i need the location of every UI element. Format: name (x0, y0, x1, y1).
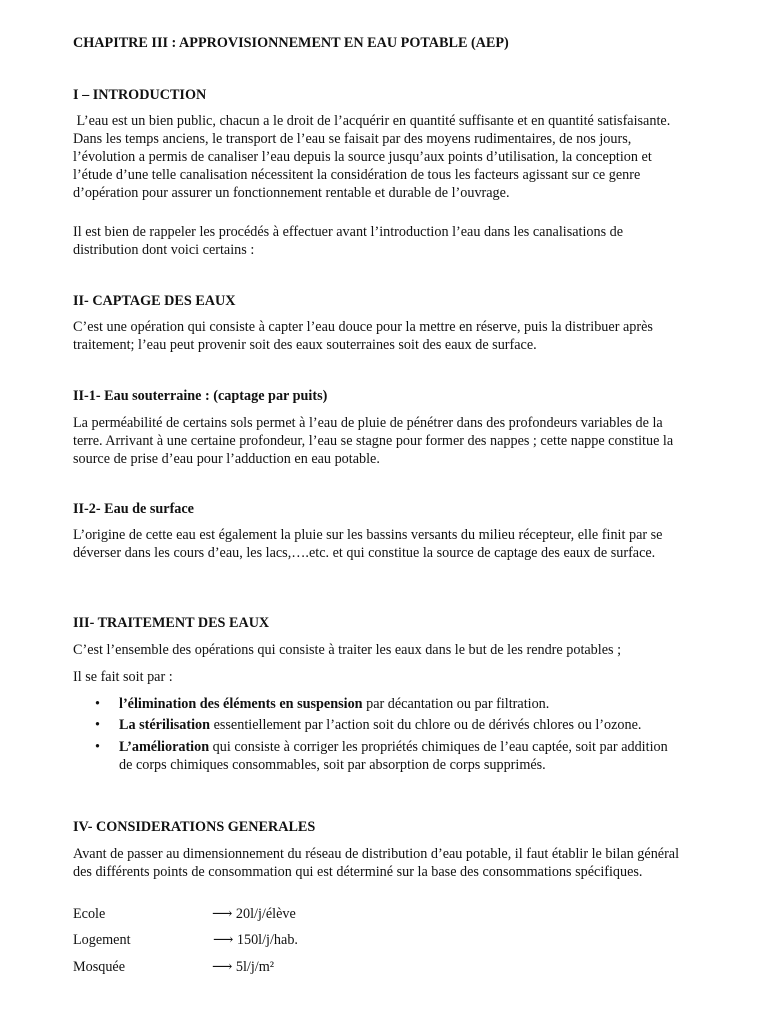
row-label: Ecole (73, 906, 106, 922)
traitement-paragraph: C’est l’ensemble des opérations qui consiste à traiter les eaux dans le but de les rendre potables ; (73, 642, 622, 658)
considerations-paragraph: Avant de passer au dimensionnement du réseau de distribution d’eau potable, il faut établir le bilan général des différents points de consommation qui est déterminé sur la base des consommations spécifiques. (73, 846, 680, 880)
treatment-bullet-list (73, 695, 683, 774)
heading-eau-surface: II-2- Eau de surface (73, 501, 194, 517)
bullet-term: L’amélioration (119, 739, 210, 755)
heading-eau-souterraine: II-1- Eau souterraine : (captage par puits) (73, 388, 328, 404)
heading-introduction: I – INTRODUCTION (73, 87, 207, 103)
row-value: ⟶ 20l/j/élève (212, 906, 296, 922)
bullet-text: essentiellement par l’action soit du chlore ou de dérivés chlores ou l’ozone. (210, 717, 642, 733)
chapter-title: CHAPITRE III : APPROVISIONNEMENT EN EAU POTABLE (AEP) (73, 35, 509, 51)
list-item (73, 716, 683, 734)
traitement-intro-line: Il se fait soit par : (73, 669, 173, 685)
heading-considerations: IV- CONSIDERATIONS GENERALES (73, 819, 316, 835)
row-label: Mosquée (73, 959, 126, 975)
intro-paragraph-1: L’eau est un bien public, chacun a le droit de l’acquérir en quantité suffisante et en quantité satisfaisante. Dans les temps anciens, le transport de l’eau se faisait par des moyens rudimentaires, de nos jours, l’évolution a permis de canaliser l’eau depuis la source jusqu’aux points d’utilisation, la conception et l’étude d’une telle canalisation nécessitent la considération de tous les facteurs agissant sur ce genre d’opération pour assurer un fonctionnement rentable et durable de l’ouvrage. (73, 113, 674, 201)
row-label: Logement (73, 932, 131, 948)
intro-paragraph-2: Il est bien de rappeler les procédés à effectuer avant l’introduction l’eau dans les canalisations de distribution dont voici certains : (73, 224, 624, 258)
list-item (73, 695, 683, 713)
eau-surface-paragraph: L’origine de cette eau est également la pluie sur les bassins versants du milieu récepteur, elle finit par se déverser dans les cours d’eau, les lacs,….etc. et qui constitue la source de captage des eaux de surface. (73, 527, 663, 561)
heading-captage: II- CAPTAGE DES EAUX (73, 293, 236, 309)
eau-souterraine-paragraph: La perméabilité de certains sols permet à l’eau de pluie de pénétrer dans des profondeurs variables de la terre. Arrivant à une certaine profondeur, l’eau se stagne pour former des nappes ; cette nappe constitue la source de prise d’eau pour l’adduction en eau potable. (73, 415, 674, 467)
bullet-text: qui consiste à corriger les propriétés chimiques de l’eau captée, soit par addition de corps chimiques consommables, soit par absorption de corps supprimés. (119, 739, 668, 773)
captage-paragraph: C’est une opération qui consiste à capter l’eau douce pour la mettre en réserve, puis la distribuer après traitement; l’eau peut provenir soit des eaux souterraines soit des eaux de surface. (73, 319, 653, 353)
list-item (73, 738, 683, 774)
row-value: ⟶ 150l/j/hab. (213, 932, 298, 948)
bullet-term: La stérilisation (119, 717, 211, 733)
bullet-term: l’élimination des éléments en suspension (119, 696, 363, 712)
row-value: ⟶ 5l/j/m² (212, 959, 275, 975)
heading-traitement: III- TRAITEMENT DES EAUX (73, 615, 270, 631)
bullet-text: par décantation ou par filtration. (362, 696, 550, 712)
